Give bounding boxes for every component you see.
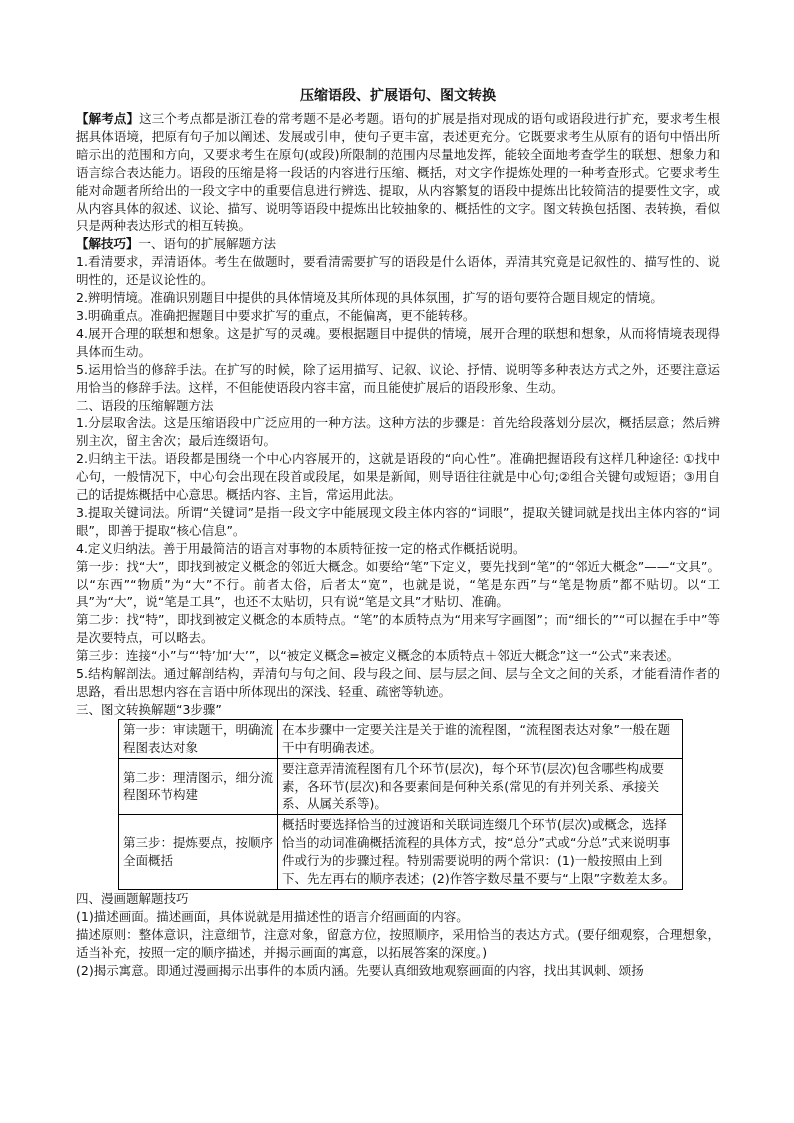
compress-item-2: 2.归纳主干法。语段都是围绕一个中心内容展开的，这就是语段的“向心性”。准确把握语段有这样几种途径: ①找中心句，一般情况下，中心句会出现在段首或段尾，如果是新闻，则导语往往就是中心句;②组合关键句或短语；③用自己的话提炼概括中心意思。概括内容、主旨，常运用此法。 [76, 451, 720, 503]
document-page [76, 86, 720, 980]
manhua-heading: 四、漫画题解题技巧 [76, 890, 189, 906]
expand-heading: 一、语句的扩展解题方法 [138, 236, 277, 252]
step-cell: 第二步：理清图示，细分流程图环节构建 [119, 758, 278, 815]
compress-item-3: 3.提取关键词法。所谓“关键词”是指一段文字中能展现文段主体内容的“词眼”，提取关键词就是找出主体内容的“词眼”，即善于提取“核心信息”。 [76, 504, 720, 538]
definition-step-3: 第三步：连接“小”与“‘特’加‘大’”，以“被定义概念=被定义概念的本质特点＋邻近大概念”这一“公式”来表述。 [76, 648, 680, 664]
kaodian-paragraph [76, 110, 720, 235]
table-row [119, 758, 683, 815]
desc-cell: 概括时要选择恰当的过渡语和关联词连缀几个环节(层次)或概念，选择恰当的动词准确概括流程的具体方式，按“总分”式或“分总”式来说明事件或行为的步骤过程。特别需要说明的两个常识：(1)一般按照由上到下、先左再右的顺序表述；(2)作答字数尽量不要与“上限”字数差太多。 [278, 815, 683, 890]
definition-step-2: 第二步：找“特”，即找到被定义概念的本质特点。“笔”的本质特点为“用来写字画图”；而“细长的”“可以握在手中”等是次要特点，可以略去。 [76, 612, 720, 646]
step-cell: 第一步：审读题干，明确流程图表达对象 [119, 719, 278, 758]
definition-step-1: 第一步：找“大”，即找到被定义概念的邻近大概念。如要给“笔”下定义，要先找到“笔”的“邻近大概念”——“文具”。以“东西”“物质”为“大”不行。前者太俗，后者太“宽”，也就是说，“笔是东西”与“笔是物质”都不贴切。以“工具”为“大”，说“笔是工具”，也还不太贴切，只有说“笔是文具”才贴切、准确。 [76, 558, 720, 610]
step-cell: 第三步：提炼要点，按顺序全面概括 [119, 815, 278, 890]
compress-item-4: 4.定义归纳法。善于用最简洁的语言对事物的本质特征按一定的格式作概括说明。 [76, 540, 526, 556]
kaodian-label: 【解考点】 [76, 111, 140, 126]
steps-table [118, 719, 683, 890]
kaodian-text: 这三个考点都是浙江卷的常考题不是必考题。语句的扩展是指对现成的语句或语段进行扩充，要求考生根据具体语境，把原有句子加以阐述、发展或引申，使句子更丰富，表述更充分。它既要求考生从原有的语句中悟出所暗示出的范围和方向，又要求考生在原句(或段)所限制的范围内尽量地发挥，能较全面地考查学生的联想、想象力和语言综合表达能力。语段的压缩是将一段话的内容进行压缩、概括，对文字作提炼处理的一种考查形式。它要求考生能对命题者所给出的一段文字中的重要信息进行辨选、提取，从内容繁复的语段中提炼出比较简洁的提要性文字，或从内容具体的叙述、议论、描写、说明等语段中提炼出比较抽象的、概括性的文字。图文转换包括图、表转换，看似只是两种表达形式的相互转换。 [76, 111, 720, 234]
jiqiao-label: 【解技巧】 [76, 236, 139, 252]
desc-cell: 在本步骤中一定要关注是关于谁的流程图，“流程图表达对象”一般在题干中有明确表述。 [278, 719, 683, 758]
manhua-item-2: 描述原则：整体意识，注意细节，注意对象，留意方位，按照顺序，采用恰当的表达方式。(要仔细观察，合理想象，适当补充，按照一定的顺序描述，并揭示画面的寓意，以拓展答案的深度。) [76, 926, 720, 960]
compress-item-1: 1.分层取舍法。这是压缩语段中广泛应用的一种方法。这种方法的步骤是：首先给段落划分层次，概括层意；然后辨别主次，留主舍次；最后连缀语句。 [76, 415, 720, 449]
expand-item-2: 2.辨明情境。准确识别题目中提供的具体情境及其所体现的具体氛围，扩写的语句要符合题目规定的情境。 [76, 290, 663, 306]
jiqiao-paragraph [76, 235, 720, 253]
compress-heading: 二、语段的压缩解题方法 [76, 397, 214, 413]
tuwen-heading: 三、图文转换解题“3步骤” [76, 701, 222, 717]
expand-item-5: 5.运用恰当的修辞手法。在扩写的时候，除了运用描写、记叙、议论、抒情、说明等多种表达方式之外，还要注意运用恰当的修辞手法。这样，不但能使语段内容丰富，而且能使扩展后的语段形象、生动。 [76, 361, 720, 395]
manhua-item-1: (1)描述画面。描述画面，具体说就是用描述性的语言介绍画面的内容。 [76, 908, 469, 924]
expand-item-3: 3.明确重点。准确把握题目中要求扩写的重点，不能偏离，更不能转移。 [76, 307, 476, 323]
table-row [119, 719, 683, 758]
table-row [119, 815, 683, 890]
document-title: 压缩语段、扩展语句、图文转换 [300, 88, 496, 104]
expand-item-1: 1.看清要求，弄清语体。考生在做题时，要看清需要扩写的语段是什么语体，弄清其究竟是记叙性的、描写性的、说明性的，还是议论性的。 [76, 254, 720, 288]
compress-item-5: 5.结构解剖法。通过解剖结构，弄清句与句之间、段与段之间、层与层之间、层与全文之间的关系，才能看清作者的思路，看出思想内容在言语中所体现出的深浅、轻重、疏密等轨迹。 [76, 666, 720, 699]
manhua-item-3: (2)揭示寓意。即通过漫画揭示出事件的本质内涵。先要认真细致地观察画面的内容，找出其讽刺、颂扬 [76, 962, 644, 978]
desc-cell: 要注意弄清流程图有几个环节(层次)，每个环节(层次)包含哪些构成要素，各环节(层次)和各要素间是何种关系(常见的有并列关系、承接关系、从属关系等)。 [278, 758, 683, 815]
expand-item-4: 4.展开合理的联想和想象。这是扩写的灵魂。要根据题目中提供的情境，展开合理的联想和想象，从而将情境表现得具体而生动。 [76, 325, 720, 359]
